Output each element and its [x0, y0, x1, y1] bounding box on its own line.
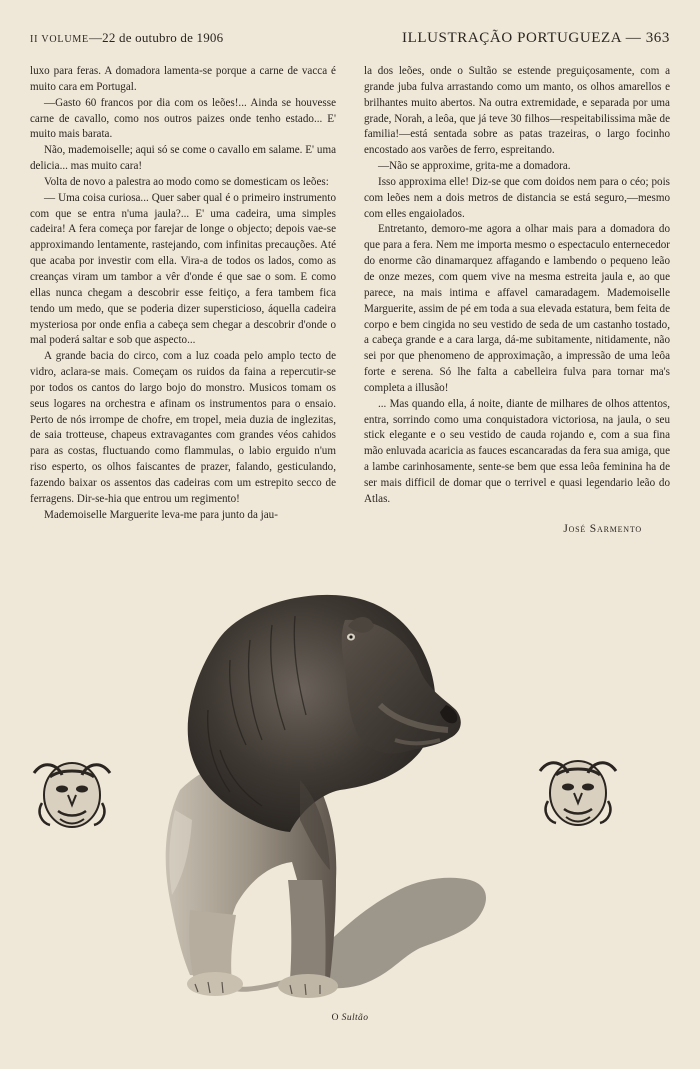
paragraph: luxo para feras. A domadora lamenta-se porque a carne de vacca é muito cara em Portugal. [30, 65, 336, 93]
publication-title: ILLUSTRAÇÃO PORTUGUEZA [402, 30, 622, 46]
header-date [30, 30, 223, 46]
header-date-text: —22 de outubro de 1906 [88, 30, 224, 45]
lion-photo [0, 580, 700, 1020]
caption-name: Sultão [341, 1013, 369, 1023]
lion-leg-left [189, 910, 236, 982]
caption-prefix: O [331, 1013, 339, 1023]
header-volume: II VOLUME [30, 34, 89, 45]
header-title [402, 30, 670, 47]
paragraph: Isso approxima elle! Diz-se que com doidos nem para o céo; pois com leões nem a dois metros de distancia se está seguro,—mesmo com elles engaiolados. [364, 175, 670, 220]
left-column [30, 64, 336, 574]
paragraph: ... Mas quando ella, á noite, diante de milhares de olhos attentos, entra, sorrindo como uma conquistadora victoriosa, na jaula, o seu stick elegante e o seu vestido de cauda rojando e, com a sua fina mão enluvada acaricia as fauces escancaradas da fera sua amiga, que a lambe carinhosamente, sente-se bem que essa leôa feminina ha de ser mais difficil de domar que o terrivel e quasi legendario leão do Atlas. [364, 397, 670, 505]
paragraph: —Não se approxime, grita-me a domadora. [378, 160, 571, 173]
paragraph: A grande bacia do circo, com a luz coada pelo amplo tecto de vidro, aclara-se mais. Começam os ruidos da faina a repercutir-se por todos os cantos do largo bojo do monstro. Musicos tomam os seus logares na orchestra e afinam os instrumentos para o ensaio. Perto de nós irrompe de chofre, em tropel, meia duzia de inglezitas, de saia trotteuse, chapeus extravagantes com grandes véos cahidos para as costas, fluctuando como flammulas, o labio erguido n'um riso esperto, os olhos faiscantes de prazer, falando, gesticulando, fazendo baixar os assentos das cadeiras com um estrepito secco de ferragens. Dir-se-hia que entrou um regimento! [30, 350, 336, 505]
mask-ornament-left-icon [34, 763, 110, 827]
paragraph: — Uma coisa curiosa... Quer saber qual é o primeiro instrumento com que se entra n'uma jaula?... E' uma cadeira, uma simples cadeira! A fera começa por farejar de longe o objecto; depois vae-se approximando lentamente, rastejando, com infinitas precauções. Até que acaba por investir com ella. Vira-a de todos os lados, como as creanças viram um tambor a vêr d'onde é que sae o som. E como ellas nunca chegam a descobrir esse feitiço, a fera tambem fica tendo um medo, que se poderia dizer supersticioso, áquella cadeira mysteriosa por onde enfia a cabeça sem chegar a descobrir d'onde o mal poderá saltar e sob que aspecto... [30, 191, 336, 347]
right-column [364, 64, 670, 574]
lion-leg-right [288, 880, 326, 982]
author-signature: José Sarmento [563, 522, 642, 535]
paragraph: Volta de novo a palestra ao modo como se domesticam os leões: [44, 175, 329, 188]
lion-paw-right [278, 974, 338, 998]
page-number: — 363 [625, 30, 670, 46]
photo-caption [0, 1013, 700, 1023]
paragraph: Entretanto, demoro-me agora a olhar mais para a domadora do que para a fera. Nem me importa mesmo o espectaculo enternecedor do enorme cão dinamarquez affagando e lambendo o pequeno leão de onze mezes, com quem vive na mesma estreita jaula e, ao que parece, na mais intima e affavel camaradagem. Mademoiselle Marguerite, assim de pé em toda a sua elevada estatura, bem feita de corpo e bem cingida no seu vestido de seda de um castanho tostado, a cabeça grande e a cara larga, dá-me subitamente, nitidamente, não sei por que phenomeno de approximação, a impressão de uma leôa forte e serena. Só lhe falta a cabelleira fulva para tornar ma's completa a illusão! [364, 223, 670, 394]
page-header [30, 30, 670, 48]
paragraph: —Gasto 60 francos por dia com os leões!... Ainda se houvesse carne de cavallo, como nos outros paizes onde tenho estado... E' muito mais barata. [30, 96, 336, 141]
paragraph: la dos leões, onde o Sultão se estende preguiçosamente, com a grande juba fulva arrastando como um manto, os olhos amarellos e brilhantes muito abertos. Na outra extremidade, e separada por uma grade, Norah, a leôa, que já teve 30 filhos—respeitabilissima mãe de familia!—está sentada sobre as patas trazeiras, o largo focinho encostado aos varões de ferro, espreitando. [364, 65, 670, 157]
mask-ornament-right-icon [540, 761, 616, 825]
paragraph: Não, mademoiselle; aqui só se come o cavallo em salame. E' uma delicia... mas muito cara! [30, 144, 336, 173]
article-body [30, 64, 670, 574]
paragraph: Mademoiselle Marguerite leva-me para junto da jau- [44, 508, 278, 521]
